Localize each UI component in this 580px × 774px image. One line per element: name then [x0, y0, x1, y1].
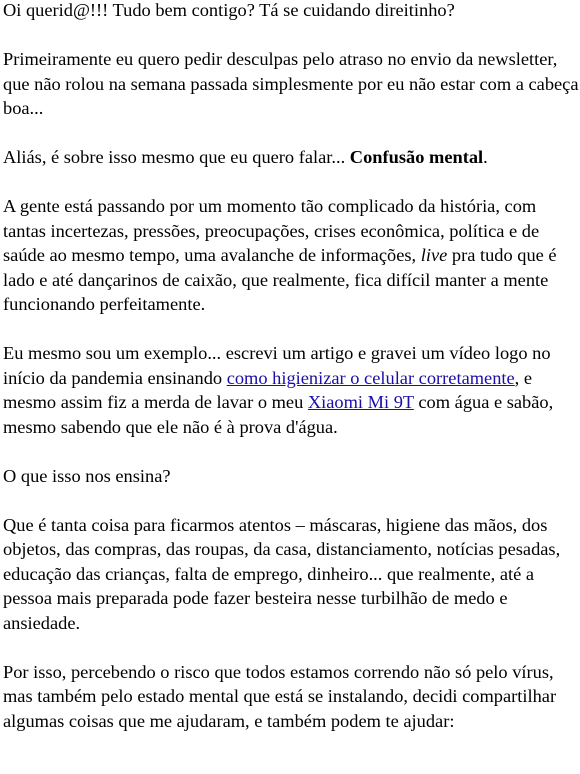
topic-bold-text: Confusão mental	[349, 147, 484, 167]
apology-paragraph: Primeiramente eu quero pedir desculpas pelo atraso no envio da newsletter, que não rolou na semana passada simplesmente por eu não estar com a cabeça boa...	[3, 49, 579, 118]
example-after-text: com água e sabão, mesmo sabendo que ele não é à prova d'água.	[3, 392, 554, 437]
example-before-text: Eu mesmo sou um exemplo... escrevi um artigo e gravei um vídeo logo no início da pandemia ensinando	[3, 343, 551, 388]
lesson-paragraph: Que é tanta coisa para ficarmos atentos – máscaras, higiene das mãos, dos objetos, das compras, das roupas, da casa, distanciamento, notícias pesadas, educação das crianças, falta de emprego, dinheiro... que realmente, até a pessoa mais preparada pode fazer besteira nesse turbilhão de medo e ansiedade.	[3, 514, 561, 633]
xiaomi-mi-9t-link[interactable]: Xiaomi Mi 9T	[307, 392, 414, 412]
share-paragraph: Por isso, percebendo o risco que todos estamos correndo não só pelo vírus, mas também pelo estado mental que está se instalando, decidi compartilhar algumas coisas que me ajudaram, e também podem te ajudar:	[3, 661, 557, 731]
example-middle-text: , e mesmo assim fiz a merda de lavar o meu	[3, 367, 533, 412]
example-paragraph	[3, 341, 580, 439]
question-paragraph: O que isso nos ensina?	[3, 465, 171, 486]
moment-after-text: pra tudo que é lado e até dançarinos de caixão, que realmente, fica difícil manter a mente funcionando perfeitamente.	[3, 245, 557, 314]
topic-end-text: .	[483, 147, 488, 167]
greeting-paragraph: Oi querid@!!! Tudo bem contigo? Tá se cuidando direitinho?	[3, 0, 455, 20]
phone-cleaning-link[interactable]: como higienizar o celular corretamente	[226, 367, 515, 388]
moment-before-text: A gente está passando por um momento tão complicado da história, com tantas incertezas, pressões, preocupações, crises econômica, política e de saúde ao mesmo tempo, uma avalanche de informações,	[3, 196, 540, 265]
topic-lead-text: Aliás, é sobre isso mesmo que eu quero falar...	[3, 147, 350, 167]
moment-italic-text: live	[420, 245, 448, 265]
topic-paragraph	[3, 145, 580, 170]
moment-paragraph	[3, 194, 580, 317]
